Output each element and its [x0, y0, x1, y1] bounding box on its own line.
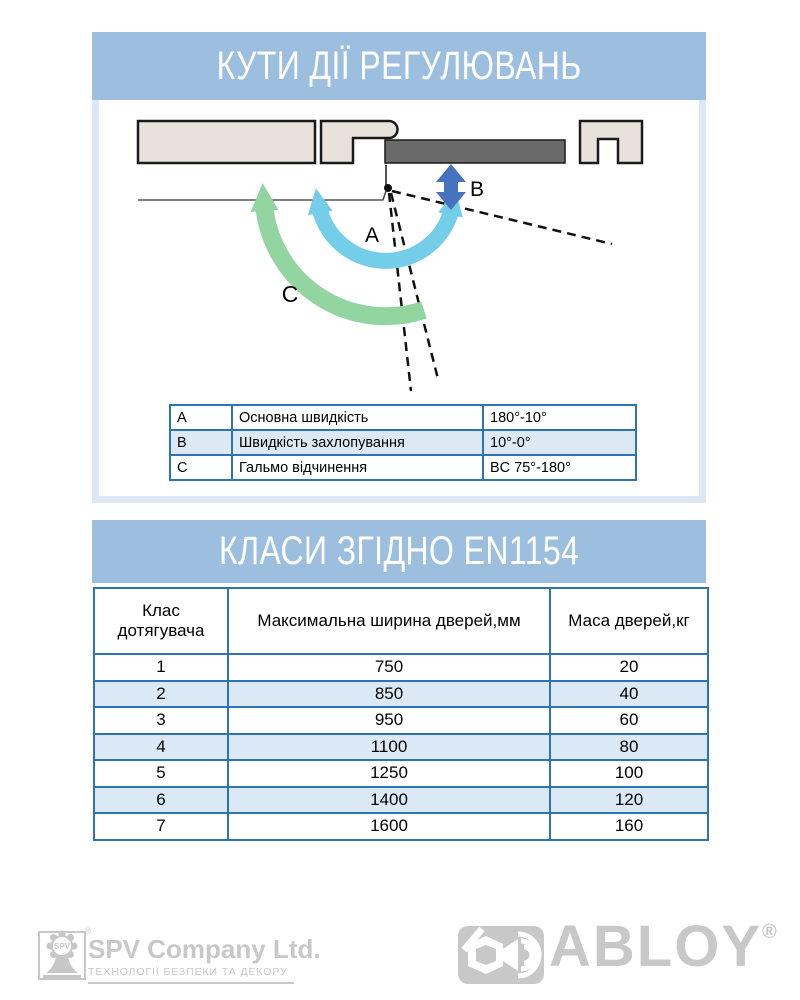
pivot-point: [384, 184, 392, 192]
dashed-line-open-1: [389, 193, 411, 391]
classes-table: [93, 587, 709, 841]
door-jamb-right: [580, 121, 642, 163]
table-cell: B: [170, 430, 232, 455]
label-a: A: [364, 224, 380, 247]
abloy-wordmark: [549, 914, 777, 979]
table-cell: 750: [228, 654, 550, 681]
table-cell: 60: [550, 707, 708, 734]
dashed-line-latch: [392, 191, 612, 244]
wall-section-left: [138, 121, 315, 163]
table-row: [170, 455, 636, 480]
door-closer-diagram: [92, 100, 706, 400]
table-cell: 180°-10°: [483, 405, 636, 430]
table-cell: 1400: [228, 787, 550, 814]
spv-logo-text: SPV: [53, 942, 71, 951]
section-classes-title: КЛАСИ ЗГІДНО EN1154: [218, 529, 580, 573]
table-cell: 6: [94, 787, 228, 814]
table-cell: 100: [550, 760, 708, 787]
door-leaf: [385, 140, 565, 163]
table-cell: 2: [94, 681, 228, 708]
table-row: [94, 760, 708, 787]
spv-company-name: SPV Company Ltd.: [88, 934, 321, 964]
table-cell: 40: [550, 681, 708, 708]
abloy-logo-icon: [458, 926, 544, 984]
arc-c-arrowhead: [249, 182, 279, 212]
label-c: C: [281, 281, 299, 307]
table-cell: 1: [94, 654, 228, 681]
table-cell: 7: [94, 813, 228, 840]
section-angles-header: [92, 32, 706, 100]
dashed-line-open-2: [391, 193, 438, 379]
table-cell: 1250: [228, 760, 550, 787]
spv-logo: [36, 922, 92, 984]
arc-a: [319, 206, 452, 261]
table-row: [170, 430, 636, 455]
table-cell: Основна швидкість: [232, 405, 483, 430]
table-cell: 5: [94, 760, 228, 787]
section-angles-title: КУТИ ДІЇ РЕГУЛЮВАНЬ: [216, 43, 582, 88]
col-header-mass: Маса дверей,кг: [550, 588, 708, 654]
angles-table: [169, 404, 637, 481]
table-cell: 10°-0°: [483, 430, 636, 455]
section-classes-header: [92, 520, 706, 583]
table-cell: 20: [550, 654, 708, 681]
table-cell: 160: [550, 813, 708, 840]
spv-trophy-icon: [46, 956, 78, 973]
label-b: B: [469, 178, 485, 201]
table-cell: A: [170, 405, 232, 430]
table-row: [94, 813, 708, 840]
classes-table-header-row: [94, 588, 708, 654]
col-header-class: Клас дотягувача: [94, 588, 228, 654]
table-row: [94, 787, 708, 814]
table-cell: Швидкість захлопування: [232, 430, 483, 455]
table-cell: 1600: [228, 813, 550, 840]
table-cell: C: [170, 455, 232, 480]
table-row: [94, 654, 708, 681]
table-cell: 950: [228, 707, 550, 734]
table-row: [170, 405, 636, 430]
table-cell: BC 75°-180°: [483, 455, 636, 480]
spv-wordmark: [88, 934, 321, 984]
abloy-registered-mark: ®: [762, 921, 777, 943]
table-cell: 3: [94, 707, 228, 734]
table-row: [94, 681, 708, 708]
table-cell: 80: [550, 734, 708, 761]
col-header-width: Максимальна ширина дверей,мм: [228, 588, 550, 654]
table-cell: 4: [94, 734, 228, 761]
abloy-name: ABLOY: [549, 914, 762, 979]
spv-registered-mark: ®: [84, 926, 92, 936]
table-row: [94, 734, 708, 761]
spv-tagline: ТЕХНОЛОГІЇ БЕЗПЕКИ ТА ДЕКОРУ: [88, 966, 288, 979]
table-cell: 120: [550, 787, 708, 814]
spv-logo-baseline: [43, 975, 81, 978]
table-cell: 1100: [228, 734, 550, 761]
table-row: [94, 707, 708, 734]
table-cell: Гальмо відчинення: [232, 455, 483, 480]
table-cell: 850: [228, 681, 550, 708]
